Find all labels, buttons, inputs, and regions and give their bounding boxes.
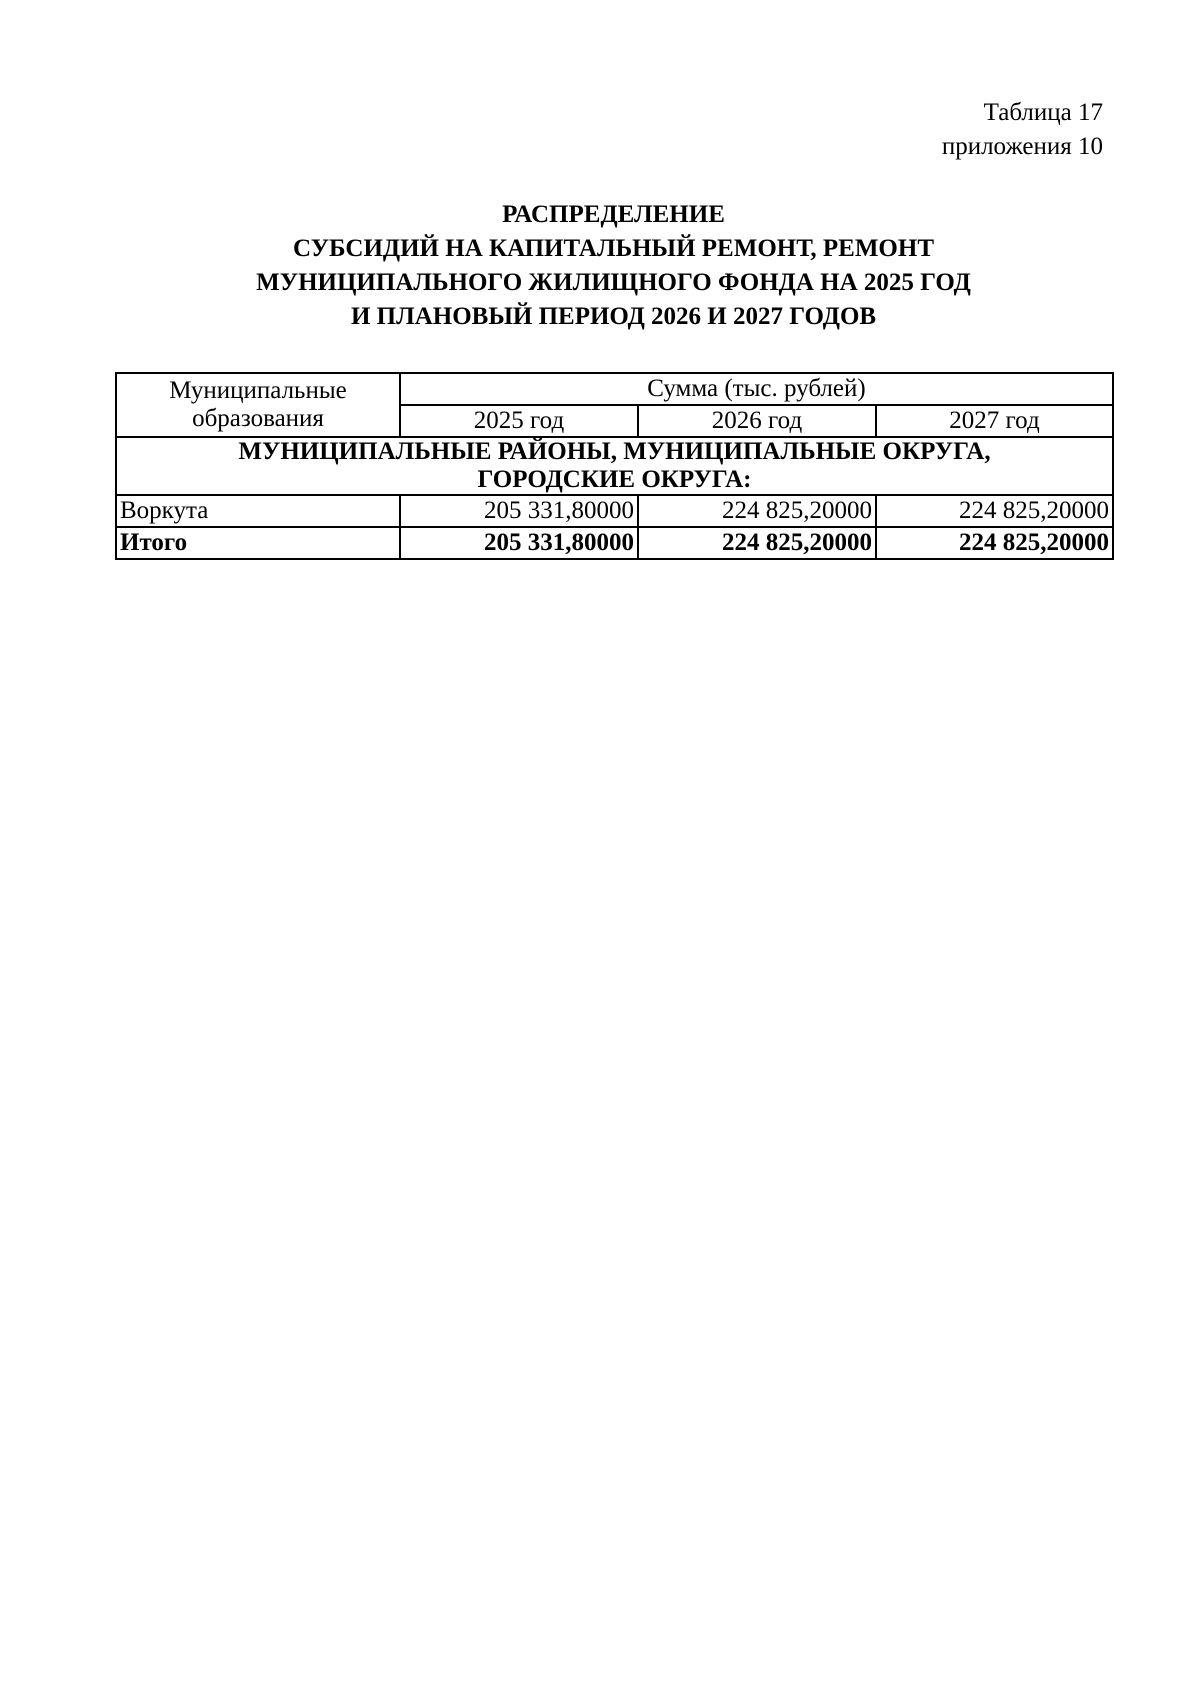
table-number: Таблица 17 xyxy=(983,99,1103,126)
total-row xyxy=(116,527,1113,559)
title-line-2: СУБСИДИЙ НА КАПИТАЛЬНЫЙ РЕМОНТ, РЕМОНТ xyxy=(292,235,934,262)
total-2027: 224 825,20000 xyxy=(876,527,1113,559)
municipality-header-line-2: образования xyxy=(192,405,324,432)
municipality-header xyxy=(116,373,400,437)
document-title xyxy=(115,198,1112,334)
title-line-3: МУНИЦИПАЛЬНОГО ЖИЛИЩНОГО ФОНДА НА 2025 ГОД xyxy=(256,269,971,296)
header-row-1 xyxy=(116,373,1113,405)
municipality-name: Воркута xyxy=(116,495,400,527)
table-row xyxy=(116,495,1113,527)
year-header-2025: 2025 год xyxy=(400,405,638,437)
value-2027: 224 825,20000 xyxy=(876,495,1113,527)
appendix-number: приложения 10 xyxy=(941,133,1103,160)
section-heading-line-1: МУНИЦИПАЛЬНЫЕ РАЙОНЫ, МУНИЦИПАЛЬНЫЕ ОКРУГА, xyxy=(238,438,991,465)
title-line-1: РАСПРЕДЕЛЕНИЕ xyxy=(502,201,725,228)
section-row xyxy=(116,437,1113,495)
total-2026: 224 825,20000 xyxy=(638,527,876,559)
year-header-2026: 2026 год xyxy=(638,405,876,437)
section-heading xyxy=(116,437,1113,495)
total-2025: 205 331,80000 xyxy=(400,527,638,559)
year-header-2027: 2027 год xyxy=(876,405,1113,437)
subsidy-table xyxy=(115,372,1114,560)
value-2025: 205 331,80000 xyxy=(400,495,638,527)
table-reference xyxy=(942,96,1103,164)
total-label: Итого xyxy=(116,527,400,559)
municipality-header-line-1: Муниципальные xyxy=(169,377,347,404)
section-heading-line-2: ГОРОДСКИЕ ОКРУГА: xyxy=(477,466,752,493)
sum-header: Сумма (тыс. рублей) xyxy=(400,373,1113,405)
value-2026: 224 825,20000 xyxy=(638,495,876,527)
title-line-4: И ПЛАНОВЫЙ ПЕРИОД 2026 И 2027 ГОДОВ xyxy=(350,303,877,330)
